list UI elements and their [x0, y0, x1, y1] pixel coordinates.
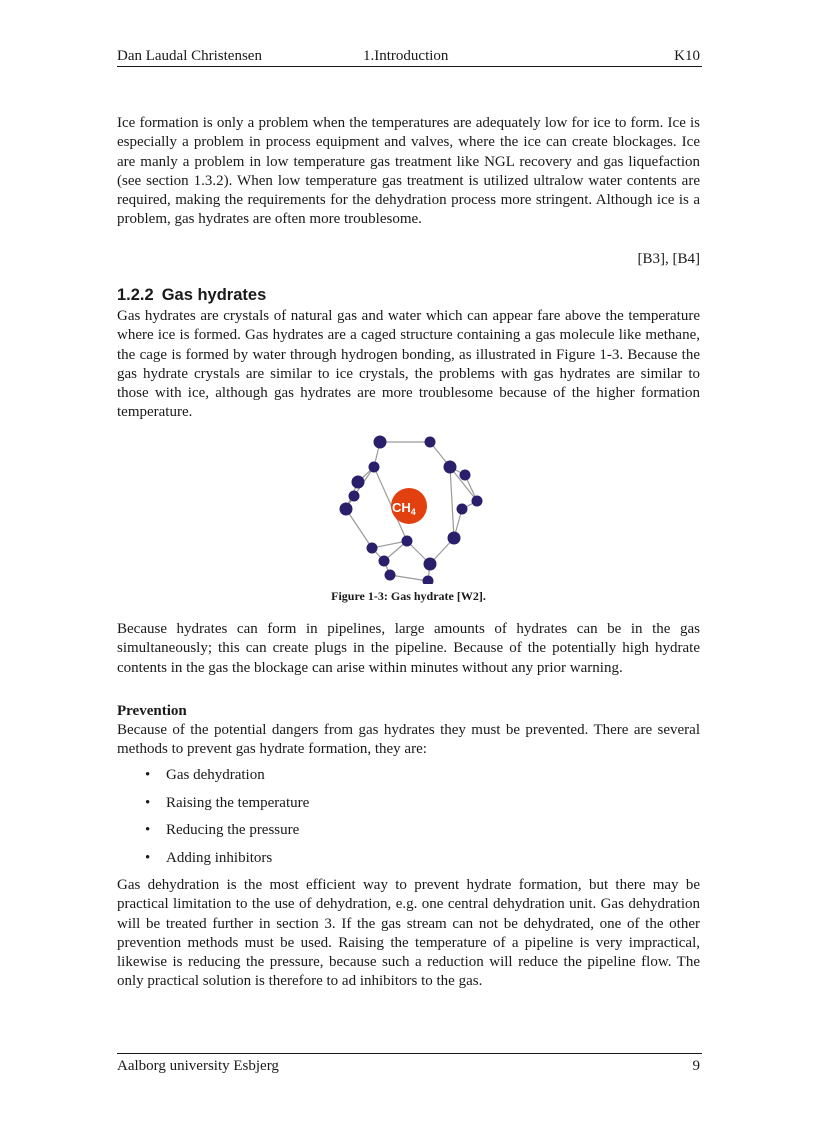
- list-item: • Gas dehydration: [145, 767, 265, 783]
- bullet-icon: •: [145, 794, 151, 811]
- hydrogen-bond: [450, 467, 454, 538]
- hydrogen-bond: [390, 575, 428, 581]
- section-title: Gas hydrates: [161, 286, 267, 304]
- water-molecule: [444, 461, 457, 474]
- figure-caption: Figure 1-3: Gas hydrate [W2].: [331, 589, 486, 603]
- list-item: • Raising the temperature: [145, 794, 310, 811]
- gas-hydrate-figure: [332, 434, 487, 584]
- methane-subscript: 4: [410, 507, 416, 517]
- prevention-closing-paragraph: Gas dehydration is the most efficient way to prevent hydrate formation, but there may be practical limitation to the use of dehydration, e.g. one central dehydration unit. Gas dehydration will be treated further in section 3. If the gas stream can not be dehydrated, one of the other prevention methods must be used. Raising the temperature of a pipeline is very impractical, likewise is reducing the pressure, because such a reduction will reduce the pipeline flow. The only practical solution is therefore to ad inhibitors to the gas.: [117, 877, 700, 990]
- bullet-icon: •: [145, 767, 151, 783]
- water-molecule: [460, 470, 471, 481]
- water-molecule: [457, 504, 468, 515]
- prevention-intro: Because of the potential dangers from gas hydrates they must be prevented. There are several methods to prevent gas hydrate formation, they are:: [117, 722, 700, 758]
- bullet-icon: •: [145, 849, 151, 866]
- water-molecule: [352, 476, 365, 489]
- water-molecule: [423, 576, 434, 585]
- water-molecule: [369, 462, 380, 473]
- header-code: K10: [674, 48, 700, 64]
- methane-label: CH: [392, 500, 411, 515]
- water-molecule: [349, 491, 360, 502]
- footer-page-number: 9: [692, 1058, 700, 1074]
- hydrate-cage-diagram: [332, 434, 487, 584]
- header-author: Dan Laudal Christensen: [117, 48, 262, 64]
- hydrogen-bond: [346, 509, 372, 548]
- water-molecule: [425, 437, 436, 448]
- page-header: [117, 46, 702, 67]
- water-molecule: [402, 536, 413, 547]
- water-molecule: [374, 436, 387, 449]
- gas-hydrates-paragraph: Gas hydrates are crystals of natural gas and water which can appear fare above the temperature where ice is formed. Gas hydrates are a caged structure containing a gas molecule like methane, the cage is formed by water through hydrogen bonding, as illustrated in Figure 1-3. Because the gas hydrate crystals are similar to ice crystals, the problems with gas hydrates are similar to those with ice, although gas hydrates are more troublesome because of the higher formation temperature.: [117, 308, 700, 421]
- bullet-icon: •: [145, 822, 151, 838]
- water-molecule: [367, 543, 378, 554]
- section-number: 1.2.2: [117, 286, 154, 304]
- water-molecule: [448, 532, 461, 545]
- water-molecule: [472, 496, 483, 507]
- prevention-methods-list: [117, 766, 700, 876]
- intro-paragraph: Ice formation is only a problem when the temperatures are adequately low for ice to form. Ice is especially a problem in process equipment and valves, where the ice can create blockages. Ice are manly a problem in low temperature gas treatment like NGL recovery and gas liquefaction (see section 1.3.2). When low temperature gas treatment is utilized ultralow water contents are required, making the requirements for the dehydration process more stringent. Although ice is a problem, gas hydrates are often more troublesome.: [117, 115, 700, 228]
- section-heading: [117, 286, 266, 305]
- header-chapter: 1.Introduction: [363, 48, 449, 64]
- list-item: • Reducing the pressure: [145, 822, 300, 838]
- water-molecule: [424, 558, 437, 571]
- intro-citation: [B3], [B4]: [637, 251, 700, 267]
- footer-institution: Aalborg university Esbjerg: [117, 1058, 279, 1074]
- water-molecule: [385, 570, 396, 581]
- list-item: • Adding inhibitors: [145, 849, 273, 866]
- water-molecule: [340, 503, 353, 516]
- hydrates-in-pipelines-paragraph: Because hydrates can form in pipelines, large amounts of hydrates can be in the gas simultaneously; this can create plugs in the pipeline. Because of the potentially high hydrate contents in the gas the blockage can arise within minutes without any prior warning.: [117, 621, 700, 676]
- page-footer: [117, 1053, 702, 1076]
- water-molecule: [379, 556, 390, 567]
- prevention-heading: Prevention: [117, 703, 187, 719]
